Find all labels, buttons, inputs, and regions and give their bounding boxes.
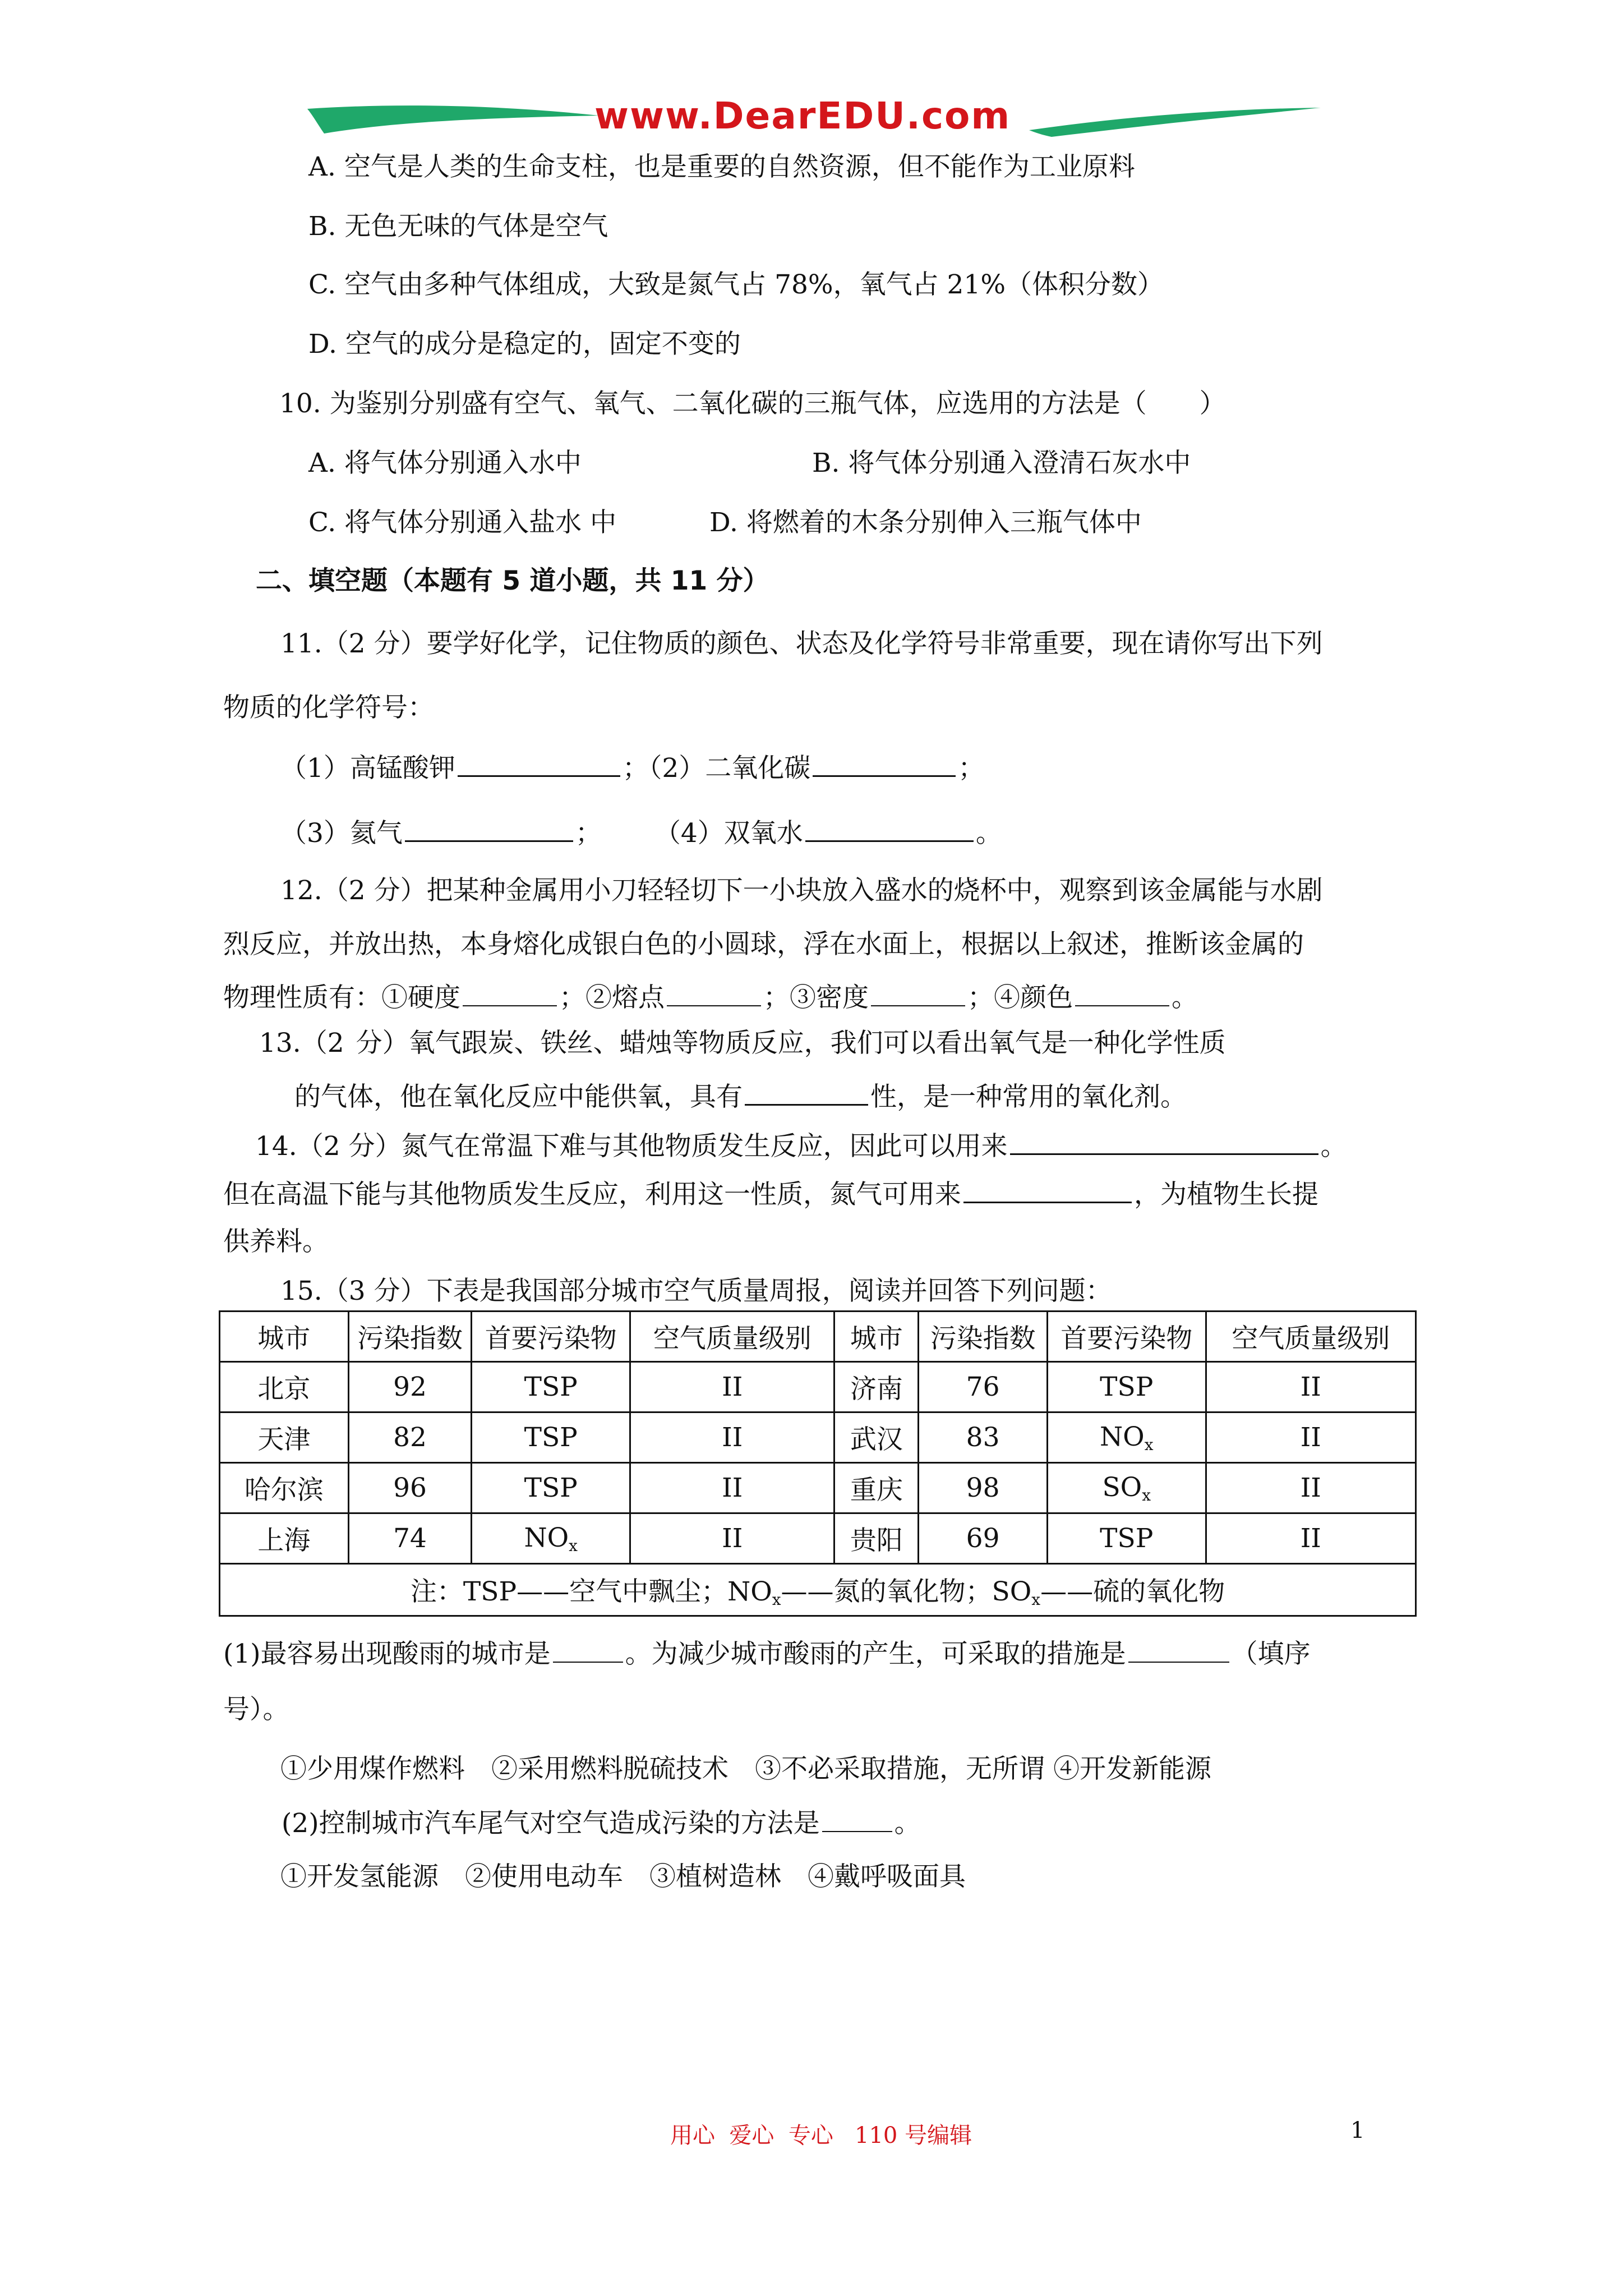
- q9-option-c: C. 空气由多种气体组成，大致是氮气占 78%，氧气占 21%（体积分数）: [308, 269, 1164, 300]
- green-swoosh-right-icon: [1029, 104, 1321, 138]
- answer-blank[interactable]: [805, 816, 974, 842]
- q11-row1: [280, 751, 984, 785]
- table-cell: 贵阳: [834, 1513, 919, 1564]
- site-logo-text: www.DearEDU.com: [594, 94, 1011, 137]
- q11-end1: ；: [958, 753, 985, 784]
- q15-sub1-options: ①少用煤作燃料 ②采用燃料脱硫技术 ③不必采取措施，无所谓 ④开发新能源: [280, 1754, 1211, 1784]
- table-cell: TSP: [1047, 1513, 1206, 1564]
- q14-line1: [255, 1129, 1347, 1163]
- table-cell: II: [1206, 1463, 1415, 1513]
- table-cell: II: [630, 1412, 834, 1463]
- q11-line2: 物质的化学符号：: [223, 692, 434, 723]
- table-cell: 74: [348, 1513, 472, 1564]
- q12-line3: [223, 981, 1198, 1015]
- formula-text: SO: [1102, 1471, 1142, 1503]
- table-note-row: [220, 1564, 1416, 1616]
- q13-line2b: 性，是一种常用的氧化剂。: [870, 1082, 1187, 1112]
- answer-blank[interactable]: [458, 751, 620, 777]
- table-cell: 69: [919, 1513, 1048, 1564]
- q10-option-b: B. 将气体分别通入澄清石灰水中: [812, 448, 1191, 478]
- table-row: [220, 1463, 1416, 1513]
- q15-sub1-a: (1)最容易出现酸雨的城市是: [223, 1639, 551, 1669]
- q11-sep2: ； （4）双氧水: [575, 818, 803, 849]
- table-header-cell: 污染指数: [919, 1312, 1048, 1362]
- table-header-cell: 城市: [834, 1312, 919, 1362]
- table-header-cell: 空气质量级别: [1206, 1312, 1415, 1362]
- table-note: 注：TSP——空气中飘尘；$NO_x——$氮的氧化物；$SO_x——$硫的氧化物: [220, 1564, 1416, 1616]
- q12-p4: ；④颜色: [967, 982, 1073, 1013]
- q11-row2: [280, 816, 1002, 850]
- table-cell: 92: [348, 1362, 472, 1412]
- q12-p3: ；③密度: [763, 982, 869, 1013]
- answer-blank[interactable]: [871, 981, 965, 1006]
- formula-text: NO: [524, 1522, 569, 1553]
- page-number: 1: [1350, 2118, 1365, 2143]
- table-cell: 上海: [220, 1513, 349, 1564]
- table-cell: 重庆: [834, 1463, 919, 1513]
- q15-sub1-line2: 号）。: [223, 1694, 289, 1725]
- q9-option-a: A. 空气是人类的生命支柱，也是重要的自然资源，但不能作为工业原料: [308, 151, 1135, 182]
- answer-blank[interactable]: [1010, 1129, 1318, 1155]
- answer-blank[interactable]: [1128, 1637, 1229, 1663]
- q11-sep1: ；（2）二氧化碳: [622, 753, 811, 784]
- q13-line2a: 的气体，他在氧化反应中能供氧，具有: [294, 1082, 743, 1112]
- section-heading: 二、填空题（本题有 5 道小题，共 11 分）: [256, 565, 769, 596]
- q14-line3: 供养料。: [223, 1226, 329, 1257]
- footer-text: 用心 爱心 专心 110 号编辑: [670, 2123, 972, 2148]
- q15-sub2-b: 。: [894, 1808, 921, 1839]
- table-header-cell: 首要污染物: [472, 1312, 630, 1362]
- table-cell: 北京: [220, 1362, 349, 1412]
- table-cell: 96: [348, 1463, 472, 1513]
- q14-line2: [223, 1177, 1318, 1212]
- q14-line2b: ，为植物生长提: [1134, 1179, 1318, 1210]
- q10-stem: 10. 为鉴别分别盛有空气、氧气、二氧化碳的三瓶气体，应选用的方法是（ ）: [279, 388, 1226, 419]
- table-cell: II: [630, 1463, 834, 1513]
- table-row: [220, 1362, 1416, 1412]
- table-cell: TSP: [472, 1463, 630, 1513]
- table-header-cell: 污染指数: [348, 1312, 472, 1362]
- table-cell: TSP: [472, 1362, 630, 1412]
- subscript: x: [1142, 1485, 1151, 1504]
- table-cell: 哈尔滨: [220, 1463, 349, 1513]
- table-cell: [1047, 1463, 1206, 1513]
- q10-option-d: D. 将燃着的木条分别伸入三瓶气体中: [709, 507, 1142, 538]
- formula-text: NO: [1100, 1421, 1145, 1452]
- green-swoosh-left-icon: [307, 99, 599, 138]
- table-cell: 天津: [220, 1412, 349, 1463]
- table-cell: 98: [919, 1463, 1048, 1513]
- answer-blank[interactable]: [667, 981, 761, 1006]
- table-cell: 武汉: [834, 1412, 919, 1463]
- q15-sub2-options: ①开发氢能源 ②使用电动车 ③植树造林 ④戴呼吸面具: [280, 1861, 966, 1892]
- q14-line1b: 。: [1320, 1131, 1347, 1162]
- table-row: [220, 1412, 1416, 1463]
- q12-p2: ；②熔点: [559, 982, 665, 1013]
- table-header-row: [220, 1312, 1416, 1362]
- table-header-cell: 城市: [220, 1312, 349, 1362]
- q12-line2: 烈反应，并放出热，本身熔化成银白色的小圆球，浮在水面上，根据以上叙述，推断该金属的: [223, 929, 1304, 960]
- answer-blank[interactable]: [813, 751, 956, 777]
- subscript: x: [1144, 1435, 1154, 1454]
- q9-option-d: D. 空气的成分是稳定的，固定不变的: [308, 329, 741, 360]
- q15-sub1-b: 。为减少城市酸雨的产生，可采取的措施是: [625, 1639, 1126, 1669]
- q14-line1a: 14.（2 分）氮气在常温下难与其他物质发生反应，因此可以用来: [255, 1131, 1008, 1162]
- q15-sub1-c: （填序: [1231, 1639, 1311, 1669]
- q15-sub1-line1: [223, 1637, 1311, 1671]
- q11-item3: （3）氦气: [280, 818, 403, 849]
- q12-p5: 。: [1172, 982, 1198, 1013]
- answer-blank[interactable]: [553, 1637, 623, 1663]
- answer-blank[interactable]: [1075, 981, 1169, 1006]
- subscript: x: [569, 1536, 578, 1555]
- table-header-cell: 空气质量级别: [630, 1312, 834, 1362]
- q13-line1: 13.（2 分）氧气跟炭、铁丝、蜡烛等物质反应，我们可以看出氧气是一种化学性质: [259, 1028, 1226, 1059]
- table-cell: TSP: [1047, 1362, 1206, 1412]
- table-row: [220, 1513, 1416, 1564]
- table-cell: II: [630, 1362, 834, 1412]
- table-cell: 82: [348, 1412, 472, 1463]
- q15-sub2: [282, 1806, 921, 1841]
- table-header-cell: 首要污染物: [1047, 1312, 1206, 1362]
- table-cell: 76: [919, 1362, 1048, 1412]
- q14-line2a: 但在高温下能与其他物质发生反应，利用这一性质，氮气可用来: [223, 1179, 961, 1210]
- table-cell: 济南: [834, 1362, 919, 1412]
- answer-blank[interactable]: [745, 1079, 868, 1106]
- table-cell: TSP: [472, 1412, 630, 1463]
- q11-line1: 11.（2 分）要学好化学，记住物质的颜色、状态及化学符号非常重要，现在请你写出下列: [280, 628, 1323, 659]
- q13-line2: [294, 1079, 1187, 1114]
- table-cell: 83: [919, 1412, 1048, 1463]
- air-quality-table: [219, 1310, 1417, 1617]
- table-cell: II: [630, 1513, 834, 1564]
- q11-item1: （1）高锰酸钾: [280, 753, 455, 784]
- table-cell: [1047, 1412, 1206, 1463]
- q11-end2: 。: [975, 818, 1002, 849]
- q15-sub2-a: (2)控制城市汽车尾气对空气造成污染的方法是: [282, 1808, 820, 1839]
- table-cell: [472, 1513, 630, 1564]
- q9-option-b: B. 无色无味的气体是空气: [308, 211, 608, 242]
- table-cell: II: [1206, 1513, 1415, 1564]
- answer-blank[interactable]: [463, 981, 557, 1006]
- answer-blank[interactable]: [405, 816, 573, 842]
- q10-option-a: A. 将气体分别通入水中: [308, 448, 582, 478]
- table-cell: II: [1206, 1412, 1415, 1463]
- table-cell: II: [1206, 1362, 1415, 1412]
- answer-blank[interactable]: [822, 1806, 892, 1832]
- answer-blank[interactable]: [963, 1177, 1132, 1203]
- q12-p1: 物理性质有：①硬度: [223, 982, 460, 1013]
- q15-stem: 15.（3 分）下表是我国部分城市空气质量周报，阅读并回答下列问题：: [280, 1276, 1112, 1306]
- q12-line1: 12.（2 分）把某种金属用小刀轻轻切下一小块放入盛水的烧杯中，观察到该金属能与水剧: [280, 875, 1323, 906]
- q10-option-c: C. 将气体分别通入盐水 中: [308, 507, 617, 538]
